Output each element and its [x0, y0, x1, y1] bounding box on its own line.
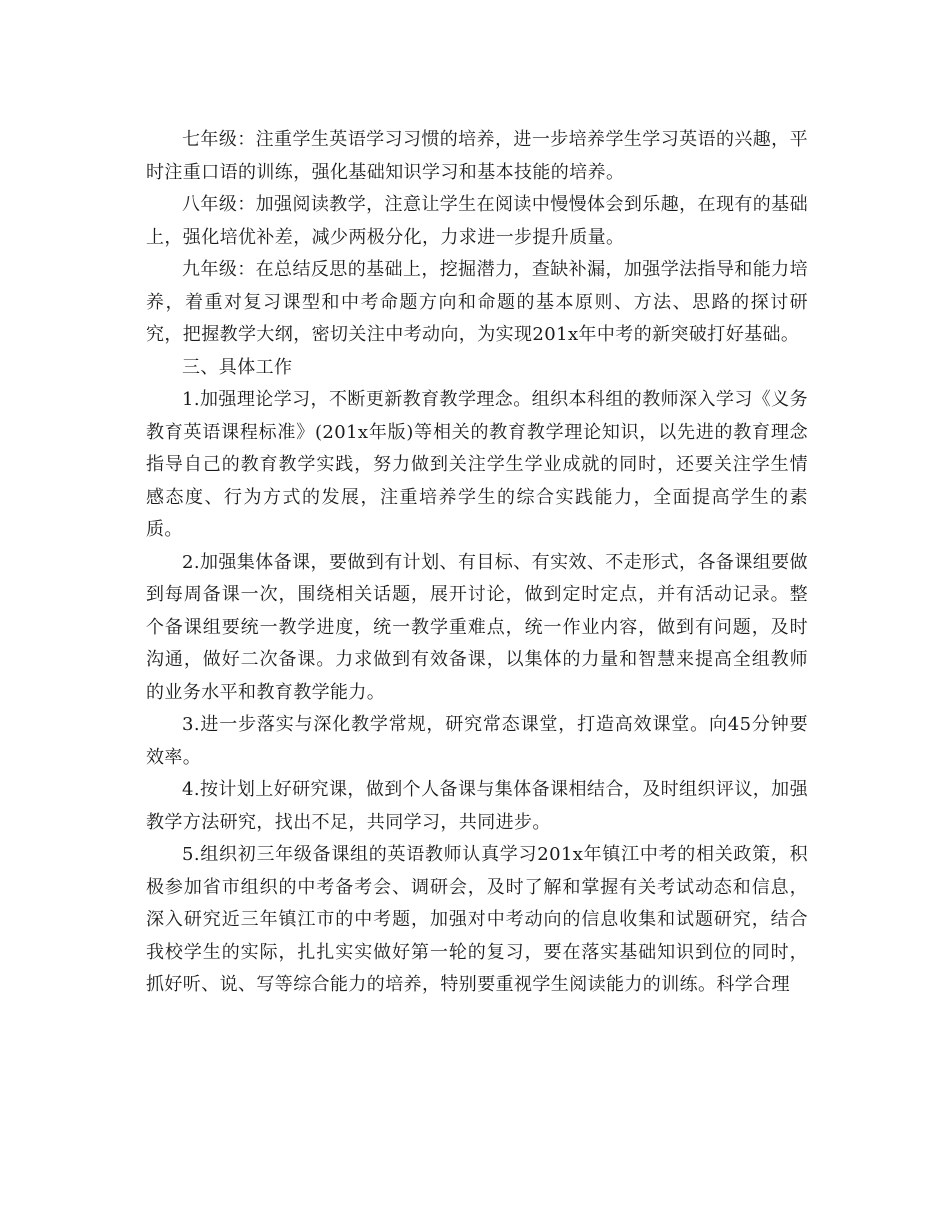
- paragraph-grade-seven: 七年级：注重学生英语学习习惯的培养，进一步培养学生学习英语的兴趣，平时注重口语的训练，强化基础知识学习和基本技能的培养。: [146, 129, 808, 183]
- paragraph-item-3: 3.进一步落实与深化教学常规，研究常态课堂，打造高效课堂。向45分钟要效率。: [146, 714, 808, 768]
- document-body: [146, 124, 808, 1002]
- paragraph-grade-nine: 九年级：在总结反思的基础上，挖掘潜力，查缺补漏，加强学法指导和能力培养，着重对复习课型和中考命题方向和命题的基本原则、方法、思路的探讨研究，把握教学大纲，密切关注中考动向，为实现201x年中考的新突破打好基础。: [146, 259, 808, 345]
- paragraph-item-1: 1.加强理论学习，不断更新教育教学理念。组织本科组的教师深入学习《义务教育英语课程标准》(201x年版)等相关的教育教学理论知识，以先进的教育理念指导自己的教育教学实践，努力做到关注学生学业成就的同时，还要关注学生情感态度、行为方式的发展，注重培养学生的综合实践能力，全面提高学生的素质。: [146, 389, 808, 540]
- paragraph-item-5: 5.组织初三年级备课组的英语教师认真学习201x年镇江中考的相关政策，积极参加省市组织的中考备考会、调研会，及时了解和掌握有关考试动态和信息，深入研究近三年镇江市的中考题，加强对中考动向的信息收集和试题研究，结合我校学生的实际，扎扎实实做好第一轮的复习，要在落实基础知识到位的同时，抓好听、说、写等综合能力的培养，特别要重视学生阅读能力的训练。科学合理: [146, 844, 808, 995]
- paragraph-grade-eight: 八年级：加强阅读教学，注意让学生在阅读中慢慢体会到乐趣，在现有的基础上，强化培优补差，减少两极分化，力求进一步提升质量。: [146, 194, 808, 248]
- section-heading-specific-work: 三、具体工作: [182, 356, 293, 378]
- paragraph-item-4: 4.按计划上好研究课，做到个人备课与集体备课相结合，及时组织评议，加强教学方法研究，找出不足，共同学习，共同进步。: [146, 779, 808, 833]
- paragraph-item-2: 2.加强集体备课，要做到有计划、有目标、有实效、不走形式，各备课组要做到每周备课一次，围绕相关话题，展开讨论，做到定时定点，并有活动记录。整个备课组要统一教学进度，统一教学重难点，统一作业内容，做到有问题，及时沟通，做好二次备课。力求做到有效备课，以集体的力量和智慧来提高全组教师的业务水平和教育教学能力。: [146, 551, 808, 703]
